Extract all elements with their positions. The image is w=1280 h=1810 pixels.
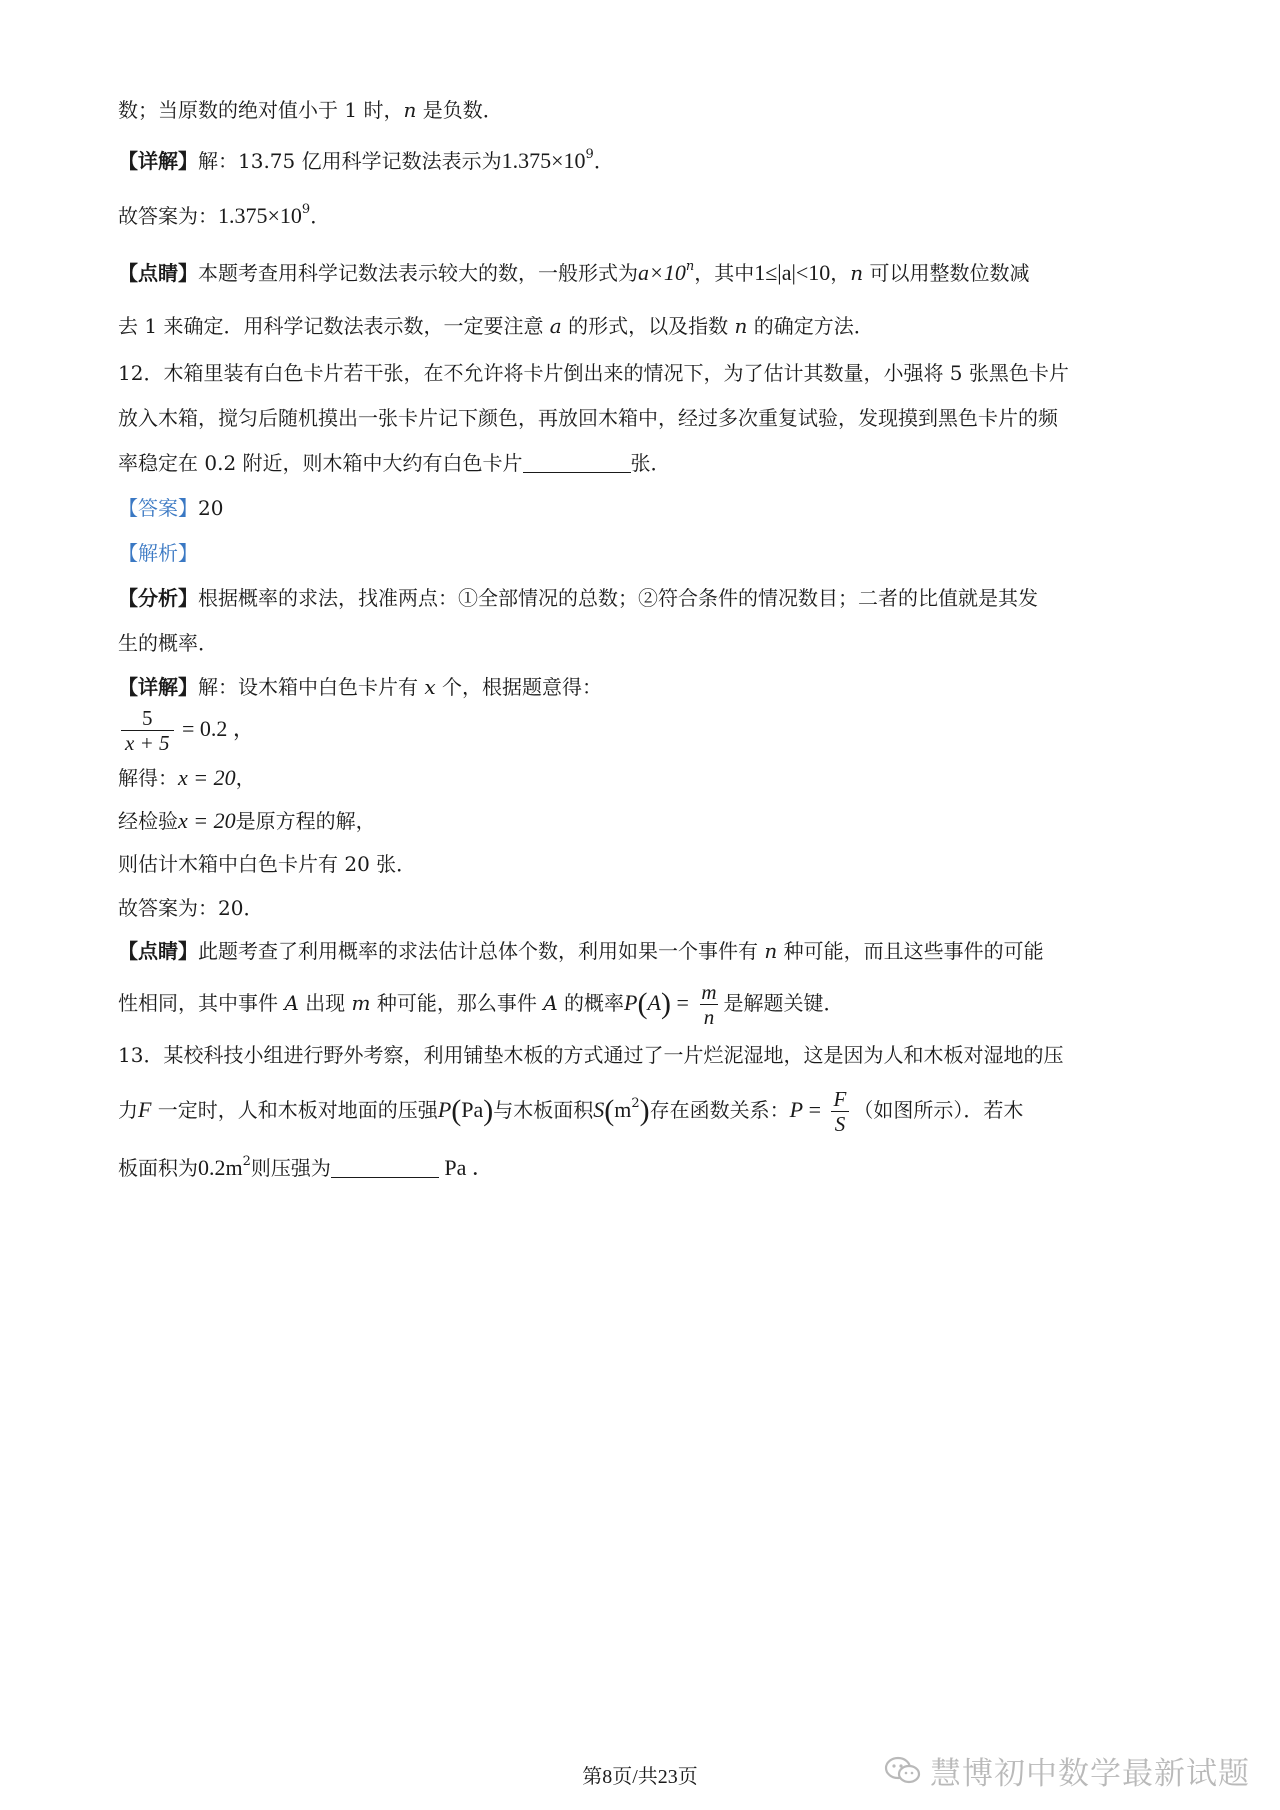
var-a: a [549,314,562,338]
fraction-numerator: F [833,1087,847,1111]
answer-blank [523,452,631,473]
comment-label: 【点睛】 [118,261,198,285]
fenxi-line-2 [118,628,218,658]
check-equation: x = 20 [178,808,236,833]
equation-line [118,706,255,755]
text: 可以用整数位数减 [863,261,1030,285]
text: ． [593,149,614,173]
text: 性相同，其中事件 [118,991,285,1015]
text: 故答案为：20． [118,896,264,920]
text: 数；当原数的绝对值小于 1 时， [118,98,404,122]
fraction [121,706,174,755]
area-value: 0.2m [198,1155,243,1180]
exponent: 2 [631,1096,640,1111]
var-P: P [624,990,638,1015]
text: （如图所示）．若木 [853,1098,1024,1122]
answer-value: 20 [198,496,224,520]
text: 的概率 [557,991,625,1015]
exponent: 9 [301,202,311,217]
sci-number: 1.375×10 [218,203,302,228]
text: 力 [118,1098,138,1122]
text: 出现 [298,991,352,1015]
text: 率稳定在 0.2 附近，则木箱中大约有白色卡片 [118,451,523,475]
dianjing-line-2: 性相同，其中事件 A 出现 m 种可能，那么事件 A 的概率P(A) = $\frac{m}{n}$ 是解题关键． [118,980,844,1029]
text: 则估计木箱中白色卡片有 20 张． [118,852,417,876]
text: 的确定方法． [747,314,874,338]
equals-sign: = [803,1097,827,1122]
text: 12．木箱里装有白色卡片若干张，在不允许将卡片倒出来的情况下，为了估计其数量，小强将 5 张黑色卡片 [118,361,1069,385]
var-n: n [764,939,778,963]
var-n: n [403,98,417,122]
fraction-denominator: S [831,1111,850,1136]
text: 生的概率． [118,631,218,655]
question-12-line-2 [118,403,1058,433]
text: ， [235,766,256,790]
text: 是原方程的解， [235,809,376,833]
text: 13．某校科技小组进行野外考察，利用铺垫木板的方式通过了一片烂泥湿地，这是因为人和木板对湿地的压 [118,1043,1064,1067]
equals-sign: = [670,990,695,1015]
answer-label: 【答案】 [118,496,198,520]
text: 解：13.75 亿用科学记数法表示为 [198,149,502,173]
text: 放入木箱，搅匀后随机摸出一张卡片记下颜色，再放回木箱中，经过多次重复试验，发现摸到黑色卡片的频 [118,406,1058,430]
var-x: x [424,675,436,699]
text: 是负数． [416,98,503,122]
question-12-line-3 [118,448,671,478]
var-P: P [789,1097,804,1122]
var-m: m [351,991,371,1015]
unit-pa: Pa [461,1097,484,1122]
var-A: A [647,990,661,1015]
text: 则压强为 [250,1156,331,1180]
answer-line [118,201,330,231]
answer-line-12 [118,493,223,523]
detail-line [118,146,614,176]
solve-line [118,763,256,793]
detail-label: 【详解】 [118,149,198,173]
estimate-line [118,849,416,879]
var-A: A [543,991,558,1015]
question-13-line-1 [118,1040,1063,1070]
xiangjie-line [118,672,602,702]
text: 个，根据题意得： [435,675,602,699]
text: 与木板面积 [493,1098,594,1122]
text: ． [310,204,331,228]
comment-line-2 [118,311,874,341]
page-footer: 第8页/共23页 [582,1766,698,1788]
text: 根据概率的求法，找准两点：①全部情况的总数；②符合条件的情况数目；二者的比值就是其发 [198,586,1038,610]
text: 是解题关键． [723,991,844,1015]
text: 故答案为： [118,204,218,228]
answer-blank [331,1157,439,1178]
var-P: P [437,1097,452,1122]
text: 种可能，那么事件 [370,991,544,1015]
dianjing-line-1 [118,936,1044,966]
var-n: n [850,261,864,285]
exponent: n [685,259,695,274]
text: 此题考查了利用概率的求法估计总体个数，利用如果一个事件有 [198,939,765,963]
question-13-line-2: 力F 一定时，人和木板对地面的压强P(Pa)与木板面积$S(m^2)$存在函数关系：P = $\frac{F}{S}$ （如图所示）．若木 [118,1087,1024,1136]
var-A: A [284,991,299,1015]
exponent: 2 [242,1154,251,1169]
sci-form: a×10 [638,260,686,285]
pressure-fraction [830,1087,851,1136]
watermark [884,1748,1250,1793]
text: 解：设木箱中白色卡片有 [198,675,425,699]
text: 去 1 来确定．用科学记数法表示数，一定要注意 [118,314,550,338]
text: 经检验 [118,809,178,833]
comment-label: 【点睛】 [118,939,198,963]
var-S: S [593,1097,605,1122]
text: 板面积为 [118,1156,198,1180]
probability-fraction [697,980,720,1029]
check-line [118,806,376,836]
question-12-line-1 [118,358,1069,388]
detail-label: 【详解】 [118,675,198,699]
fraction-numerator: m [701,980,717,1004]
unit-m2: m [614,1097,632,1122]
question-13-line-3 [118,1153,494,1183]
text: 张． [630,451,671,475]
equation-rhs: = 0.2 ， [176,716,255,741]
text-line-1 [118,95,503,125]
range-formula: 1≤|a|<10 [754,260,831,285]
text: ，其中 [694,261,755,285]
fenxi-label: 【分析】 [118,586,198,610]
text: 一定时，人和木板对地面的压强 [151,1098,438,1122]
text: 解得： [118,766,178,790]
final-answer-line [118,893,263,923]
analysis-heading [118,538,198,568]
fraction-denominator: x + 5 [121,730,174,755]
sci-number: 1.375×10 [501,148,586,173]
solution-equation: x = 20 [178,765,236,790]
fraction-numerator: 5 [142,706,153,730]
text: 的形式，以及指数 [561,314,735,338]
watermark-text: 慧博初中数学最新试题 [930,1756,1250,1792]
wechat-icon [884,1756,922,1786]
fenxi-line-1 [118,583,1038,613]
text: 存在函数关系： [649,1098,790,1122]
comment-line-1: 【点睛】本题考查用科学记数法表示较大的数，一般形式为$a\times 10^n$，其中1≤|a|<10，n 可以用整数位数减 [118,259,1030,285]
unit-text: Pa ． [438,1155,494,1180]
analysis-label: 【解析】 [118,541,198,565]
text: 种可能，而且这些事件的可能 [777,939,1044,963]
fraction-denominator: n [700,1004,719,1029]
exponent: 9 [585,147,594,162]
var-F: F [138,1097,152,1122]
text: 本题考查用科学记数法表示较大的数，一般形式为 [198,261,638,285]
var-n: n [734,314,748,338]
